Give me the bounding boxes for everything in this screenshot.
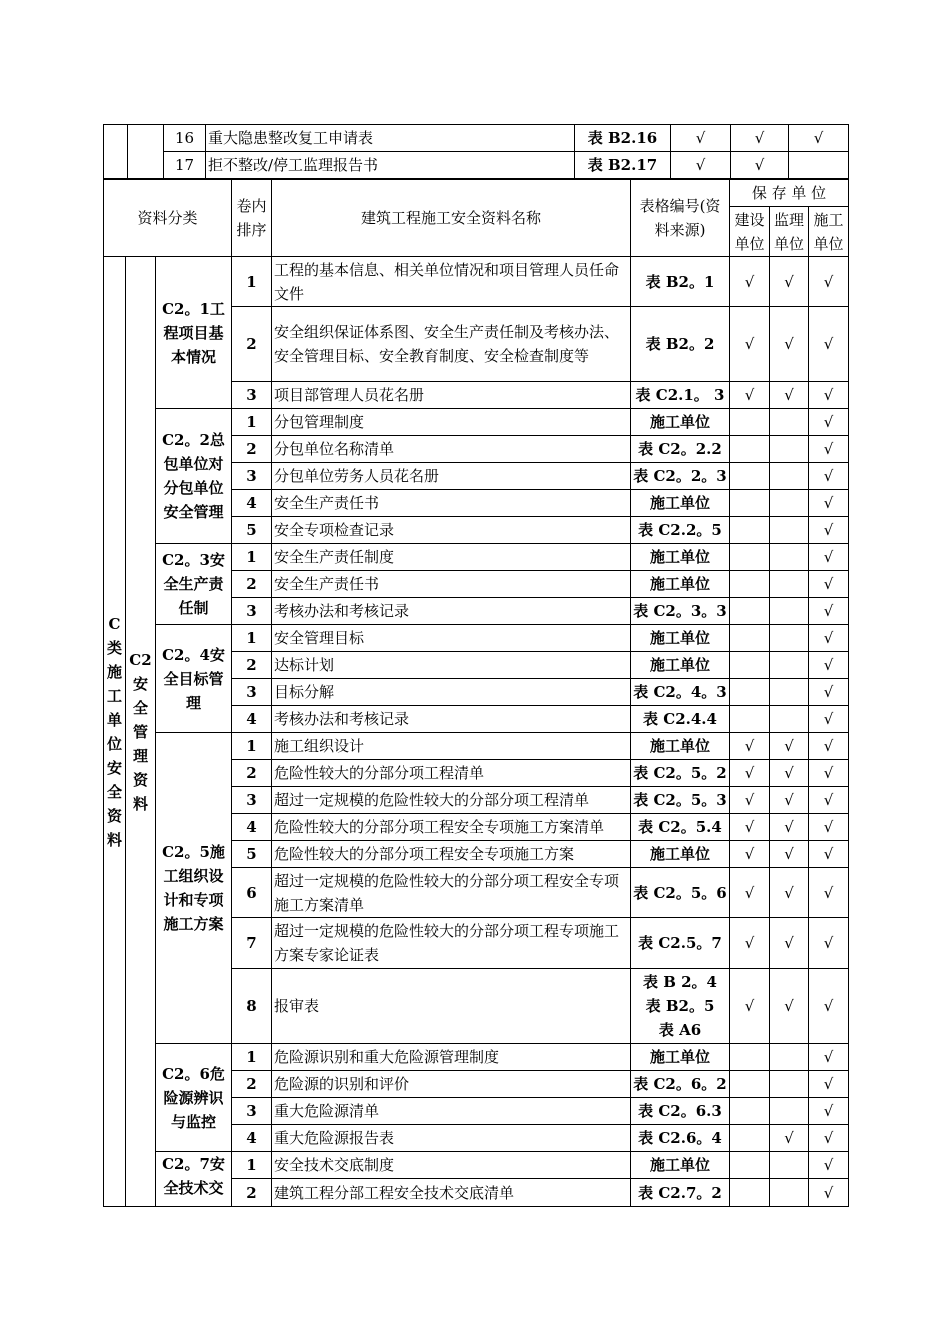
row-code: 表 B2.17 bbox=[575, 152, 671, 179]
keep-jl-mark: √ bbox=[770, 1125, 809, 1152]
sub-label: C2安全管理资料 bbox=[126, 257, 156, 1207]
row-name: 安全专项检查记录 bbox=[272, 517, 631, 544]
row-number: 5 bbox=[232, 517, 272, 544]
row-number: 4 bbox=[232, 1125, 272, 1152]
keep-js-mark bbox=[730, 463, 770, 490]
keep-js-mark: √ bbox=[730, 382, 770, 409]
row-name: 安全技术交底制度 bbox=[272, 1152, 631, 1179]
keep-sg-mark: √ bbox=[809, 969, 849, 1044]
row-code: 表 C2.4.4 bbox=[631, 706, 730, 733]
keep-jl-mark: √ bbox=[770, 868, 809, 918]
row-number: 4 bbox=[232, 706, 272, 733]
row-number: 17 bbox=[164, 152, 206, 179]
keep-sg-mark: √ bbox=[809, 733, 849, 760]
blank-cell bbox=[128, 125, 164, 179]
row-name: 建筑工程分部工程安全技术交底清单 bbox=[272, 1179, 631, 1207]
row-name: 考核办法和考核记录 bbox=[272, 706, 631, 733]
keep-js-mark bbox=[730, 1071, 770, 1098]
keep-js-mark bbox=[730, 625, 770, 652]
keep-js-mark bbox=[730, 490, 770, 517]
keep-jl-mark: √ bbox=[770, 382, 809, 409]
header-name: 建筑工程施工安全资料名称 bbox=[272, 180, 631, 257]
keep-jl-mark bbox=[770, 1179, 809, 1207]
keep-jl-mark bbox=[770, 409, 809, 436]
keep-js-mark: √ bbox=[730, 814, 770, 841]
row-number: 2 bbox=[232, 436, 272, 463]
table-row bbox=[104, 409, 849, 436]
code-line: 表 B2。5 bbox=[645, 997, 715, 1015]
row-name: 目标分解 bbox=[272, 679, 631, 706]
header-row-1 bbox=[104, 180, 849, 207]
row-name: 安全组织保证体系图、安全生产责任制及考核办法、安全管理目标、安全教育制度、安全检查制度等 bbox=[272, 307, 631, 382]
row-name: 分包管理制度 bbox=[272, 409, 631, 436]
group-label: C2。2总包单位对分包单位安全管理 bbox=[156, 409, 232, 544]
row-code: 表 C2。2.2 bbox=[631, 436, 730, 463]
keep-js-mark: √ bbox=[730, 257, 770, 307]
row-code: 表 C2。6。2 bbox=[631, 1071, 730, 1098]
row-name: 重大危险源清单 bbox=[272, 1098, 631, 1125]
keep-jl-mark: √ bbox=[770, 841, 809, 868]
row-code: 施工单位 bbox=[631, 625, 730, 652]
keep-js-mark: √ bbox=[730, 787, 770, 814]
header-keep: 保 存 单 位 bbox=[730, 180, 849, 207]
keep-js-mark: √ bbox=[730, 733, 770, 760]
row-number: 2 bbox=[232, 307, 272, 382]
keep-jl-mark: √ bbox=[770, 257, 809, 307]
keep-sg-mark: √ bbox=[809, 436, 849, 463]
row-code: 施工单位 bbox=[631, 1044, 730, 1071]
row-name: 工程的基本信息、相关单位情况和项目管理人员任命文件 bbox=[272, 257, 631, 307]
keep-jl-mark bbox=[770, 571, 809, 598]
header-order: 卷内排序 bbox=[232, 180, 272, 257]
row-number: 1 bbox=[232, 409, 272, 436]
row-number: 5 bbox=[232, 841, 272, 868]
keep-js-mark bbox=[730, 544, 770, 571]
keep-sg-mark: √ bbox=[809, 517, 849, 544]
keep-jl-mark bbox=[770, 652, 809, 679]
row-number: 8 bbox=[232, 969, 272, 1044]
keep-js-mark bbox=[730, 1125, 770, 1152]
keep-jl-mark: √ bbox=[770, 969, 809, 1044]
row-number: 1 bbox=[232, 733, 272, 760]
group-label: C2。1工程项目基本情况 bbox=[156, 257, 232, 409]
code-line: 表 B 2。4 bbox=[643, 973, 717, 991]
table-row bbox=[104, 257, 849, 307]
table-row bbox=[104, 1044, 849, 1071]
row-name: 分包单位名称清单 bbox=[272, 436, 631, 463]
keep-sg-mark: √ bbox=[809, 544, 849, 571]
keep-jl-mark bbox=[770, 1098, 809, 1125]
keep-jl-mark: √ bbox=[770, 918, 809, 969]
keep-sg-mark: √ bbox=[809, 679, 849, 706]
continuation-row bbox=[104, 125, 849, 152]
row-number: 7 bbox=[232, 918, 272, 969]
header-code: 表格编号(资料来源) bbox=[631, 180, 730, 257]
row-name: 安全管理目标 bbox=[272, 625, 631, 652]
row-number: 2 bbox=[232, 1071, 272, 1098]
keep-sg-mark: √ bbox=[809, 598, 849, 625]
row-name: 安全生产责任书 bbox=[272, 571, 631, 598]
keep-js-mark bbox=[730, 436, 770, 463]
group-label: C2。5施工组织设计和专项施工方案 bbox=[156, 733, 232, 1044]
keep-js-mark bbox=[730, 598, 770, 625]
continuation-row bbox=[104, 152, 849, 179]
keep-sg-mark: √ bbox=[809, 1071, 849, 1098]
keep-js-mark: √ bbox=[730, 918, 770, 969]
keep-js-mark: √ bbox=[730, 307, 770, 382]
keep-js-mark: √ bbox=[671, 152, 731, 179]
keep-js-mark: √ bbox=[671, 125, 731, 152]
keep-jl-mark: √ bbox=[731, 125, 789, 152]
keep-jl-mark: √ bbox=[770, 787, 809, 814]
row-code: 施工单位 bbox=[631, 841, 730, 868]
row-number: 1 bbox=[232, 1152, 272, 1179]
row-number: 3 bbox=[232, 1098, 272, 1125]
table-row bbox=[104, 625, 849, 652]
row-code: 施工单位 bbox=[631, 409, 730, 436]
keep-js-mark bbox=[730, 517, 770, 544]
row-code: 表 B2.16 bbox=[575, 125, 671, 152]
keep-sg-mark: √ bbox=[809, 571, 849, 598]
keep-js-mark bbox=[730, 679, 770, 706]
keep-jl-mark: √ bbox=[770, 814, 809, 841]
table-row bbox=[104, 544, 849, 571]
row-number: 3 bbox=[232, 787, 272, 814]
keep-sg-mark: √ bbox=[809, 1152, 849, 1179]
row-name: 考核办法和考核记录 bbox=[272, 598, 631, 625]
keep-jl-mark: √ bbox=[770, 733, 809, 760]
row-name: 超过一定规模的危险性较大的分部分项工程清单 bbox=[272, 787, 631, 814]
row-name: 危险源识别和重大危险源管理制度 bbox=[272, 1044, 631, 1071]
keep-sg-mark bbox=[789, 152, 849, 179]
row-code: 表 B2。2 bbox=[631, 307, 730, 382]
table-row bbox=[104, 1152, 849, 1179]
keep-jl-mark bbox=[770, 598, 809, 625]
row-code: 施工单位 bbox=[631, 571, 730, 598]
keep-sg-mark: √ bbox=[809, 1044, 849, 1071]
row-code: 施工单位 bbox=[631, 733, 730, 760]
keep-sg-mark: √ bbox=[809, 706, 849, 733]
keep-js-mark bbox=[730, 409, 770, 436]
keep-js-mark bbox=[730, 1098, 770, 1125]
row-name: 超过一定规模的危险性较大的分部分项工程安全专项施工方案清单 bbox=[272, 868, 631, 918]
row-number: 1 bbox=[232, 625, 272, 652]
header-keep-sg: 施工单位 bbox=[809, 207, 849, 257]
keep-js-mark bbox=[730, 706, 770, 733]
table-row bbox=[104, 733, 849, 760]
row-number: 3 bbox=[232, 598, 272, 625]
keep-js-mark: √ bbox=[730, 868, 770, 918]
group-label: C2。3安全生产责任制 bbox=[156, 544, 232, 625]
row-name: 重大隐患整改复工申请表 bbox=[206, 125, 575, 152]
keep-sg-mark: √ bbox=[809, 652, 849, 679]
row-number: 3 bbox=[232, 463, 272, 490]
row-code: 表 C2.2。5 bbox=[631, 517, 730, 544]
row-code: 施工单位 bbox=[631, 490, 730, 517]
header-category: 资料分类 bbox=[104, 180, 232, 257]
row-number: 1 bbox=[232, 257, 272, 307]
row-number: 16 bbox=[164, 125, 206, 152]
header-keep-jl: 监理单位 bbox=[770, 207, 809, 257]
keep-sg-mark: √ bbox=[789, 125, 849, 152]
keep-sg-mark: √ bbox=[809, 490, 849, 517]
keep-sg-mark: √ bbox=[809, 841, 849, 868]
row-code: 表 C2.1。 3 bbox=[631, 382, 730, 409]
row-number: 2 bbox=[232, 571, 272, 598]
keep-jl-mark bbox=[770, 1044, 809, 1071]
row-number: 1 bbox=[232, 544, 272, 571]
row-name: 危险源的识别和评价 bbox=[272, 1071, 631, 1098]
keep-sg-mark: √ bbox=[809, 1125, 849, 1152]
row-name: 安全生产责任书 bbox=[272, 490, 631, 517]
keep-sg-mark: √ bbox=[809, 257, 849, 307]
keep-sg-mark: √ bbox=[809, 1098, 849, 1125]
blank-cell bbox=[104, 125, 128, 179]
row-code: 表 C2。5。2 bbox=[631, 760, 730, 787]
keep-jl-mark bbox=[770, 436, 809, 463]
row-name: 报审表 bbox=[272, 969, 631, 1044]
row-code: 表 B2。1 bbox=[631, 257, 730, 307]
keep-jl-mark bbox=[770, 1071, 809, 1098]
keep-js-mark: √ bbox=[730, 841, 770, 868]
row-name: 分包单位劳务人员花名册 bbox=[272, 463, 631, 490]
row-number: 2 bbox=[232, 760, 272, 787]
keep-js-mark: √ bbox=[730, 969, 770, 1044]
keep-sg-mark: √ bbox=[809, 868, 849, 918]
keep-jl-mark bbox=[770, 706, 809, 733]
row-number: 4 bbox=[232, 814, 272, 841]
keep-jl-mark bbox=[770, 1152, 809, 1179]
row-number: 1 bbox=[232, 1044, 272, 1071]
row-code: 表 C2。3。3 bbox=[631, 598, 730, 625]
keep-jl-mark: √ bbox=[770, 307, 809, 382]
row-number: 2 bbox=[232, 1179, 272, 1207]
keep-js-mark bbox=[730, 1044, 770, 1071]
group-label: C2。6危险源辨识与监控 bbox=[156, 1044, 232, 1152]
row-code: 表 C2。2。3 bbox=[631, 463, 730, 490]
keep-sg-mark: √ bbox=[809, 382, 849, 409]
keep-sg-mark: √ bbox=[809, 787, 849, 814]
code-line: 表 A6 bbox=[658, 1021, 702, 1039]
row-number: 3 bbox=[232, 382, 272, 409]
row-code: 表 C2。5.4 bbox=[631, 814, 730, 841]
keep-js-mark bbox=[730, 571, 770, 598]
row-name: 施工组织设计 bbox=[272, 733, 631, 760]
keep-jl-mark: √ bbox=[731, 152, 789, 179]
continuation-table bbox=[103, 124, 849, 179]
row-number: 4 bbox=[232, 490, 272, 517]
keep-js-mark: √ bbox=[730, 760, 770, 787]
row-name: 危险性较大的分部分项工程清单 bbox=[272, 760, 631, 787]
keep-jl-mark bbox=[770, 679, 809, 706]
header-keep-js: 建设单位 bbox=[730, 207, 770, 257]
keep-sg-mark: √ bbox=[809, 409, 849, 436]
row-name: 达标计划 bbox=[272, 652, 631, 679]
row-code: 表 C2.6。4 bbox=[631, 1125, 730, 1152]
keep-sg-mark: √ bbox=[809, 307, 849, 382]
row-code: 表 C2.5。7 bbox=[631, 918, 730, 969]
row-code bbox=[631, 969, 730, 1044]
row-code: 表 C2。5。3 bbox=[631, 787, 730, 814]
row-name: 危险性较大的分部分项工程安全专项施工方案 bbox=[272, 841, 631, 868]
row-name: 重大危险源报告表 bbox=[272, 1125, 631, 1152]
keep-sg-mark: √ bbox=[809, 625, 849, 652]
group-label: C2。7安全技术交 bbox=[156, 1152, 232, 1207]
keep-js-mark bbox=[730, 652, 770, 679]
keep-jl-mark bbox=[770, 517, 809, 544]
row-name: 超过一定规模的危险性较大的分部分项工程专项施工方案专家论证表 bbox=[272, 918, 631, 969]
row-code: 表 C2。5。6 bbox=[631, 868, 730, 918]
row-name: 危险性较大的分部分项工程安全专项施工方案清单 bbox=[272, 814, 631, 841]
keep-sg-mark: √ bbox=[809, 918, 849, 969]
row-number: 2 bbox=[232, 652, 272, 679]
keep-sg-mark: √ bbox=[809, 814, 849, 841]
class-label: C类施工单位安全资料 bbox=[104, 257, 126, 1207]
keep-jl-mark: √ bbox=[770, 760, 809, 787]
row-number: 3 bbox=[232, 679, 272, 706]
safety-documents-table bbox=[103, 179, 849, 1207]
row-code: 施工单位 bbox=[631, 1152, 730, 1179]
row-name: 项目部管理人员花名册 bbox=[272, 382, 631, 409]
row-code: 施工单位 bbox=[631, 652, 730, 679]
keep-sg-mark: √ bbox=[809, 760, 849, 787]
keep-sg-mark: √ bbox=[809, 1179, 849, 1207]
row-number: 6 bbox=[232, 868, 272, 918]
row-name: 安全生产责任制度 bbox=[272, 544, 631, 571]
keep-jl-mark bbox=[770, 625, 809, 652]
keep-jl-mark bbox=[770, 463, 809, 490]
row-code: 施工单位 bbox=[631, 544, 730, 571]
row-code: 表 C2。6.3 bbox=[631, 1098, 730, 1125]
row-code: 表 C2.7。2 bbox=[631, 1179, 730, 1207]
keep-jl-mark bbox=[770, 490, 809, 517]
keep-js-mark bbox=[730, 1179, 770, 1207]
keep-jl-mark bbox=[770, 544, 809, 571]
group-label: C2。4安全目标管理 bbox=[156, 625, 232, 733]
keep-sg-mark: √ bbox=[809, 463, 849, 490]
row-name: 拒不整改/停工监理报告书 bbox=[206, 152, 575, 179]
row-code: 表 C2。4。3 bbox=[631, 679, 730, 706]
keep-js-mark bbox=[730, 1152, 770, 1179]
